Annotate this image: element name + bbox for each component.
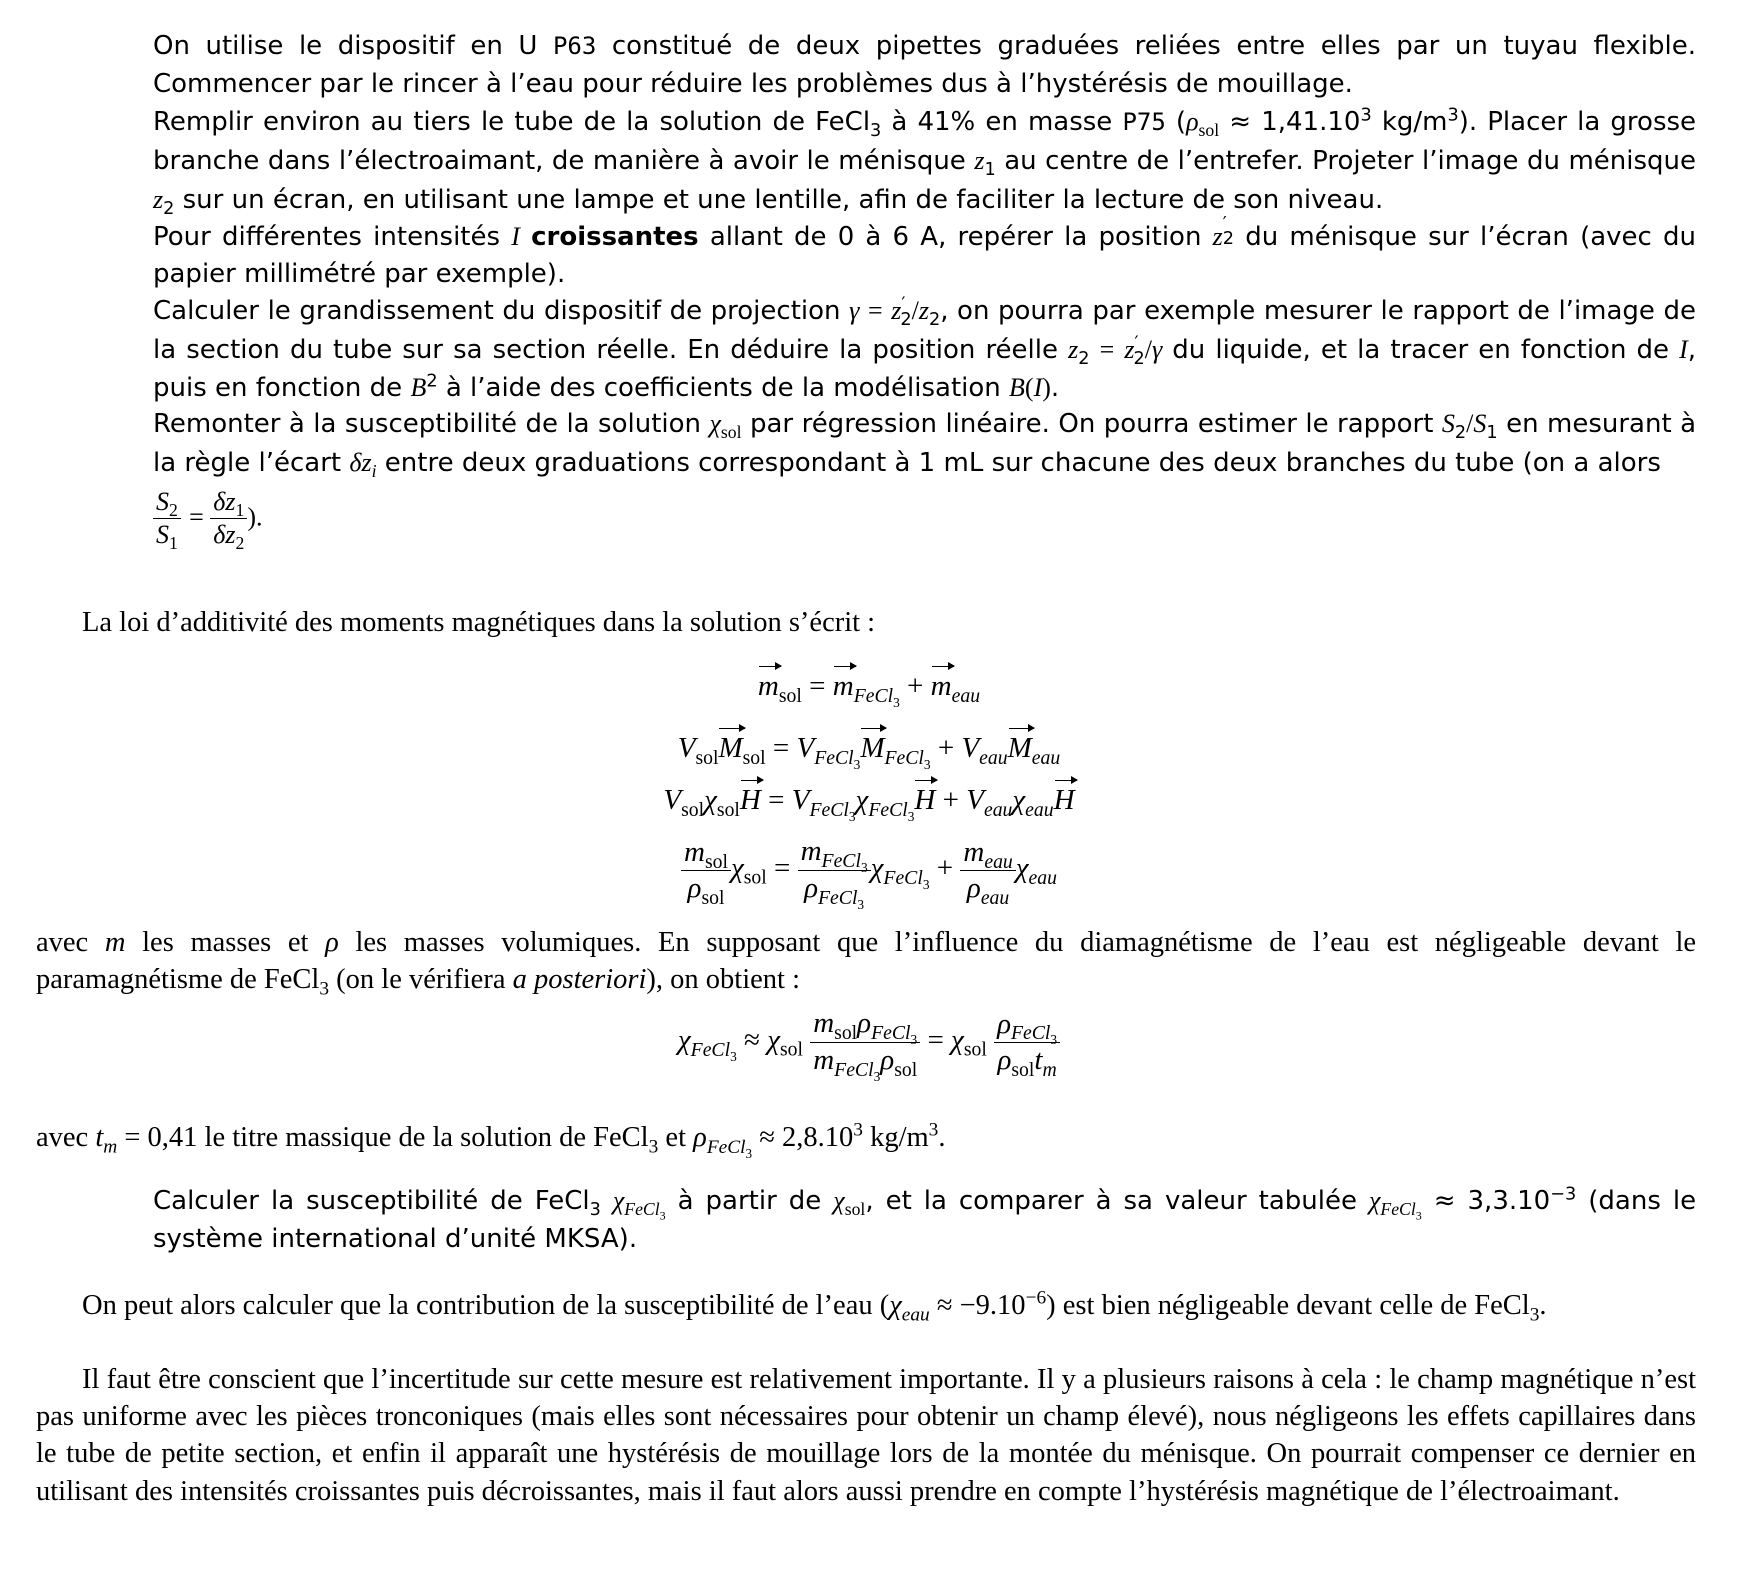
protocol-paragraph-fill: Remplir environ au tiers le tube de la solution de FeCl$_3$ à 41% en masse P75 ($\rho_{sol} \approx 1,41.10^3$ $kg/m^3$). Placer la grosse branche dans l’électroaimant, de manière à avoir le ménisque $z_1$ au centre de l’entrefer. Projeter l’image du ménisque $z_2$ sur un écran, en utilisant une lampe et une lentille, afin de faciliter la lecture de son niveau. (153, 105, 1697, 219)
ratio-formula: $\frac{S_2}{S_1}$ = $\frac{\delta z_1}{\delta z_2}$ ). (153, 488, 263, 548)
theory-intro: La loi d’additivité des moments magnétiques dans la solution s’écrit : (82, 607, 876, 638)
protocol-paragraph-susceptibility: Remonter à la susceptibilité de la solution $\chi_{sol}$ par régression linéaire. On pourra estimer le rapport $S_2/S_1$ en mesurant à la règle l’écart $\delta z_i$ entre deux graduations correspondant à 1 mL sur chacune des deux branches du tube (on a alors $\frac{S_2}{S_1}$ = $\frac{\delta z_1}{\delta z_2}$ ). (153, 409, 1697, 553)
theory-paragraph-water: On peut alors calculer que la contribution de la susceptibilité de l’eau $(\chi_{eau} \approx -9.10^{-6})$ est bien négligeable devant celle de FeCl$_3$. (82, 1287, 1547, 1326)
protocol-paragraph-u-device: On utilise le dispositif en U P63 constitué de deux pipettes graduées reliées entre elles par un tuyau flexible. Commencer par le rincer à l’eau pour réduire les problèmes dus à l’hystérésis de mouillage. (153, 31, 1696, 99)
theory-paragraph-assumption: avec m les masses et ρ les masses volumiques. En supposant que l’influence du diamagnétisme de l’eau est négligeable devant le paramagnétisme de FeCl$_3$ (on le vérifiera a posteriori), on obtient : (36, 927, 1697, 1000)
protocol-paragraph-magnification: Calculer le grandissement du dispositif de projection $\gamma = z'_2/z_2$, on pourra par exemple mesurer le rapport de l’image de la section du tube sur sa section réelle. En déduire la position réelle $z_2 = z'_2/\gamma$ du liquide, et la tracer en fonction de I, puis en fonction de $B^2$ à l’aide des coefficients de la modélisation B(I). (153, 294, 1697, 404)
equation-mass-density: $\frac{m_{sol}}{\rho_{sol}}$ $\chi_{sol}$ = $\frac{m_{FeCl_3}}{\rho_{FeCl_3}}$ $\chi_{FeCl_3}$ + $\frac{m_{eau}}{\rho_{eau}}$ $\chi_{eau}$ (0, 836, 1738, 904)
equation-magnetization: $V_{sol}M_{sol} = V_{FeCl_3}M_{FeCl_3} + V_{eau}M_{eau}$ (677, 732, 1061, 772)
protocol-paragraph-compare: Calculer la susceptibilité de FeCl$_3$ $\chi_{FeCl_3}$ à partir de $\chi_{sol}$, et la comparer à sa valeur tabulée $\chi_{FeCl_3} \approx 3,3.10^{-3}$ (dans le système international d’unité MKSA). (153, 1184, 1697, 1254)
equipment-ref: P63 (552, 32, 597, 60)
theory-paragraph-titre: avec $t_m = 0,41$ le titre massique de la solution de FeCl$_3$ et $\rho_{FeCl_3} \approx 2,8.10^3$ $kg/m^3$. (36, 1119, 946, 1161)
equation-susceptibility-field: $V_{sol}\chi_{sol}H = V_{FeCl_3}\chi_{FeCl_3}H + V_{eau}\chi_{eau}H$ (663, 784, 1075, 824)
equipment-ref: P75 (1122, 108, 1166, 137)
protocol-paragraph-intensities: Pour différentes intensités I croissantes allant de 0 à 6 A, repérer la position z ′ 2 du ménisque sur l’écran (avec du papier millimétré par exemple). (153, 213, 1696, 290)
theory-paragraph-uncertainty: Il faut être conscient que l’incertitude sur cette mesure est relativement importante. Il y a plusieurs raisons à cela : le champ magnétique n’est pas uniforme avec les pièces tronconiques (mais elles sont nécessaires pour obtenir un champ élevé), nous négligeons les effets capillaires dans le tube de petite section, et enfin il apparaît une hystérésis de mouillage lors de la montée du ménisque. On pourrait compenser ce dernier en utilisant des intensités croissantes puis décroissantes, mais il faut alors aussi prendre en compte l’hystérésis magnétique de l’électroaimant. (36, 1364, 1696, 1507)
equation-moment-additivity: $m_{sol} = m_{FeCl_3} + m_{eau}$ (757, 670, 981, 710)
equation-fecl3-susceptibility: $\chi_{FeCl_3} \approx \chi_{sol}$ $\frac{m_{sol}\rho_{FeCl_3}}{m_{FeCl_3}\rho_{sol}}$ = $\chi_{sol}$ $\frac{\rho_{FeCl_3}}{\rho_{sol}t_m}$ (0, 1008, 1738, 1076)
